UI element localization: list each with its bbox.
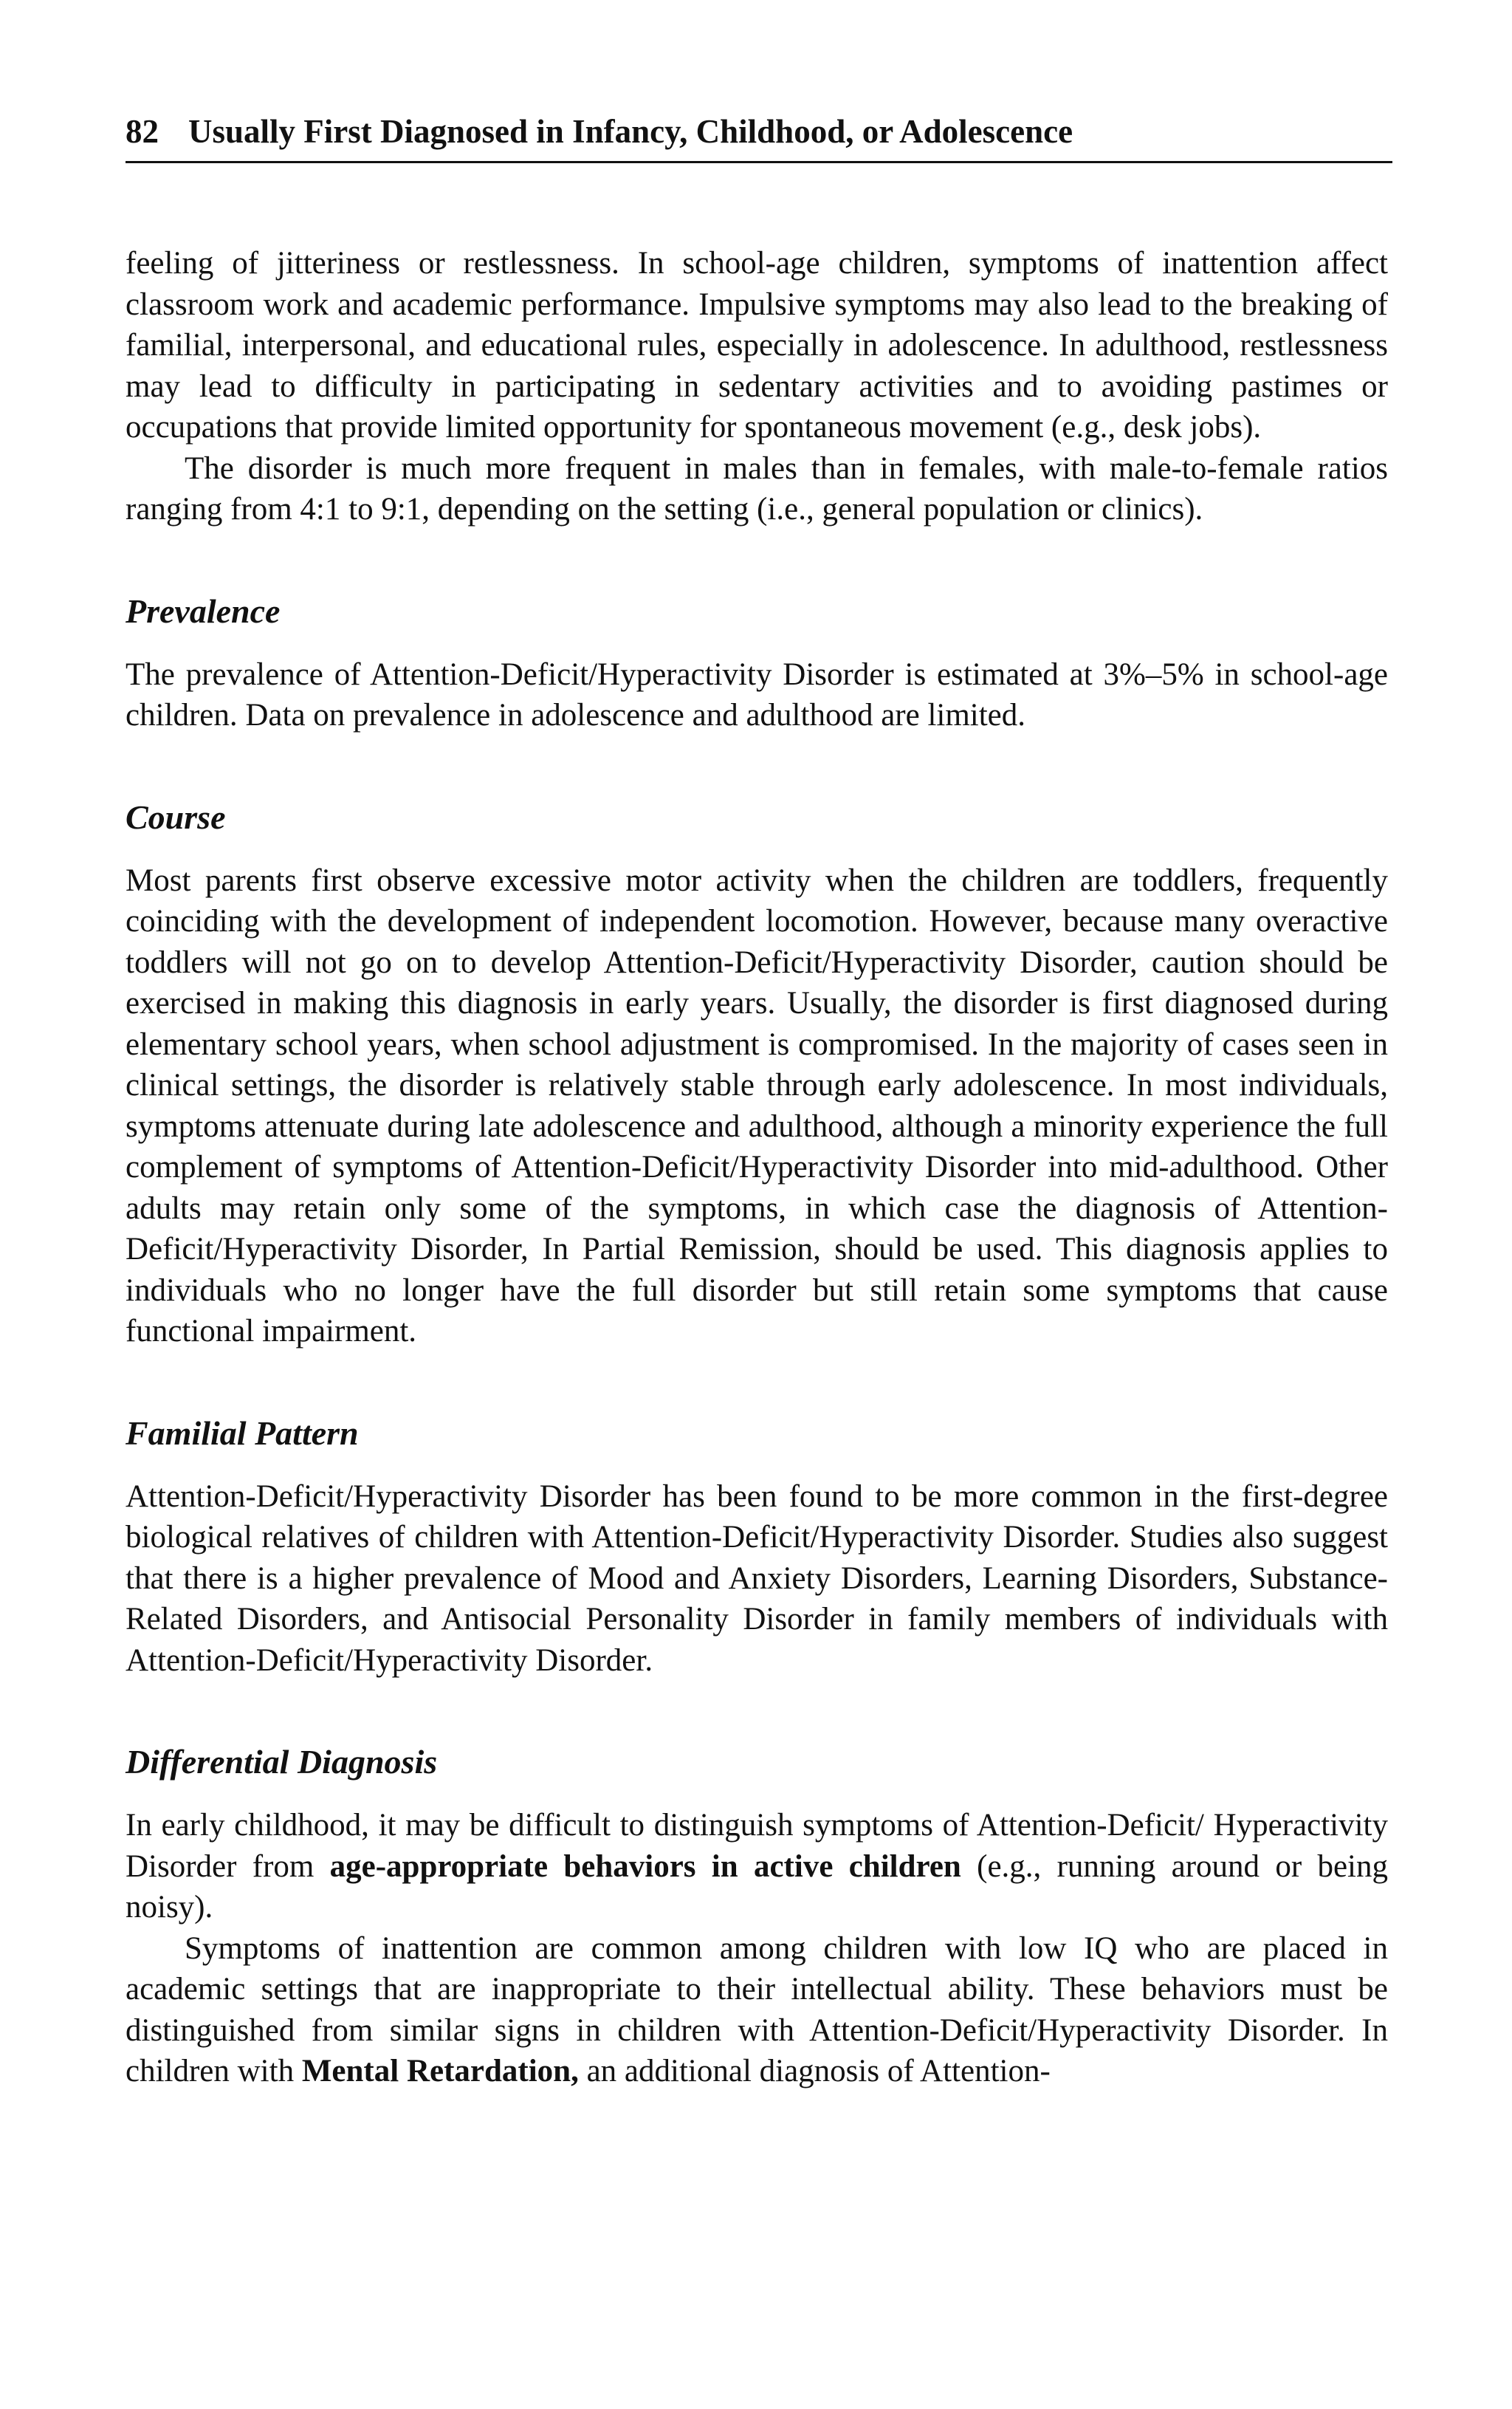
course-paragraph-1: Most parents first observe excessive motor activity when the children are toddlers, frequently coinciding with the development of independent locomotion. However, because many overactive toddlers will not go on to develop Attention-Deficit/Hyperactivity Disorder, caution should be exercised in making this diagnosis in early years. Usually, the disorder is first diagnosed during elementary school years, when school adjustment is compromised. In the majority of cases seen in clinical settings, the disorder is relatively stable through early adolescence. In most individuals, symptoms attenuate during late adolescence and adulthood, although a minority experience the full complement of symptoms of Attention-Deficit/Hyperactivity Disorder into mid-adulthood. Other adults may retain only some of the symptoms, in which case the diagnosis of Attention-Deficit/Hyperactivity Disorder, In Partial Remission, should be used. This diagnosis applies to individuals who no longer have the full disorder but still retain some symptoms that cause functional impairment. bbox=[126, 863, 1388, 1349]
intro-paragraph-2: The disorder is much more frequent in males than in females, with male-to-female ratios ranging from 4:1 to 9:1, depending on the setting (i.e., general population or clinics). bbox=[126, 450, 1388, 527]
page-number: 82 bbox=[126, 113, 159, 150]
intro-paragraph-1: feeling of jitteriness or restlessness. In school-age children, symptoms of inattention affect classroom work and academic performance. Impulsive symptoms may also lead to the breaking of familial, interpersonal, and educational rules, especially in adolescence. In adulthood, restlessness may lead to difficulty in participating in sedentary activities and to avoiding pastimes or occupations that provide limited opportunity for spontaneous movement (e.g., desk jobs). bbox=[126, 246, 1388, 445]
running-header bbox=[126, 111, 1388, 152]
differential-diagnosis-paragraph-1 bbox=[126, 1805, 1388, 1928]
prevalence-heading: Prevalence bbox=[126, 592, 281, 630]
differential-diagnosis-heading: Differential Diagnosis bbox=[126, 1743, 438, 1781]
differential-diagnosis-section bbox=[126, 1741, 1388, 2092]
prevalence-paragraph-1: The prevalence of Attention-Deficit/Hyperactivity Disorder is estimated at 3%–5% in school-age children. Data on prevalence in adolescence and adulthood are limited. bbox=[126, 657, 1388, 733]
course-section bbox=[126, 797, 1388, 1352]
course-heading: Course bbox=[126, 798, 226, 836]
dd-p2-text-start: Symptoms of inattention are common among children with low IQ who are placed in academic settings that are inappropriate to their intellectual ability. These behaviors must be distinguished from similar signs in children with Attention-Deficit/Hyperactivity Disorder. In children with bbox=[126, 1930, 1388, 2088]
header-rule bbox=[126, 161, 1392, 163]
running-title: Usually First Diagnosed in Infancy, Childhood, or Adolescence bbox=[188, 113, 1073, 150]
dd-p1-bold-term: age-appropriate behaviors in active children bbox=[329, 1848, 961, 1884]
dd-p2-bold-term: Mental Retardation, bbox=[301, 2054, 579, 2088]
dd-p1-text-end: (e.g., running around or being noisy). bbox=[126, 1848, 1388, 1925]
document-page bbox=[126, 111, 1388, 2092]
differential-diagnosis-paragraph-2 bbox=[126, 1928, 1388, 2092]
dd-p2-text-end: an additional diagnosis of Attention- bbox=[578, 2054, 1051, 2088]
familial-pattern-section bbox=[126, 1413, 1388, 1682]
familial-pattern-heading: Familial Pattern bbox=[126, 1413, 359, 1452]
intro-text bbox=[126, 243, 1388, 530]
familial-pattern-paragraph-1: Attention-Deficit/Hyperactivity Disorder has been found to be more common in the first-degree biological relatives of children with Attention-Deficit/Hyperactivity Disorder. Studies also suggest that there is a higher prevalence of Mood and Anxiety Disorders, Learning Disorders, Substance-Related Disorders, and Antisocial Personality Disorder in family members of individuals with Attention-Deficit/Hyperactivity Disorder. bbox=[126, 1478, 1388, 1678]
prevalence-section bbox=[126, 591, 1388, 736]
dd-p1-text-start: In early childhood, it may be difficult to distinguish symptoms of Attention-Deficit/ Hyperactivity Disorder from bbox=[126, 1808, 1388, 1884]
